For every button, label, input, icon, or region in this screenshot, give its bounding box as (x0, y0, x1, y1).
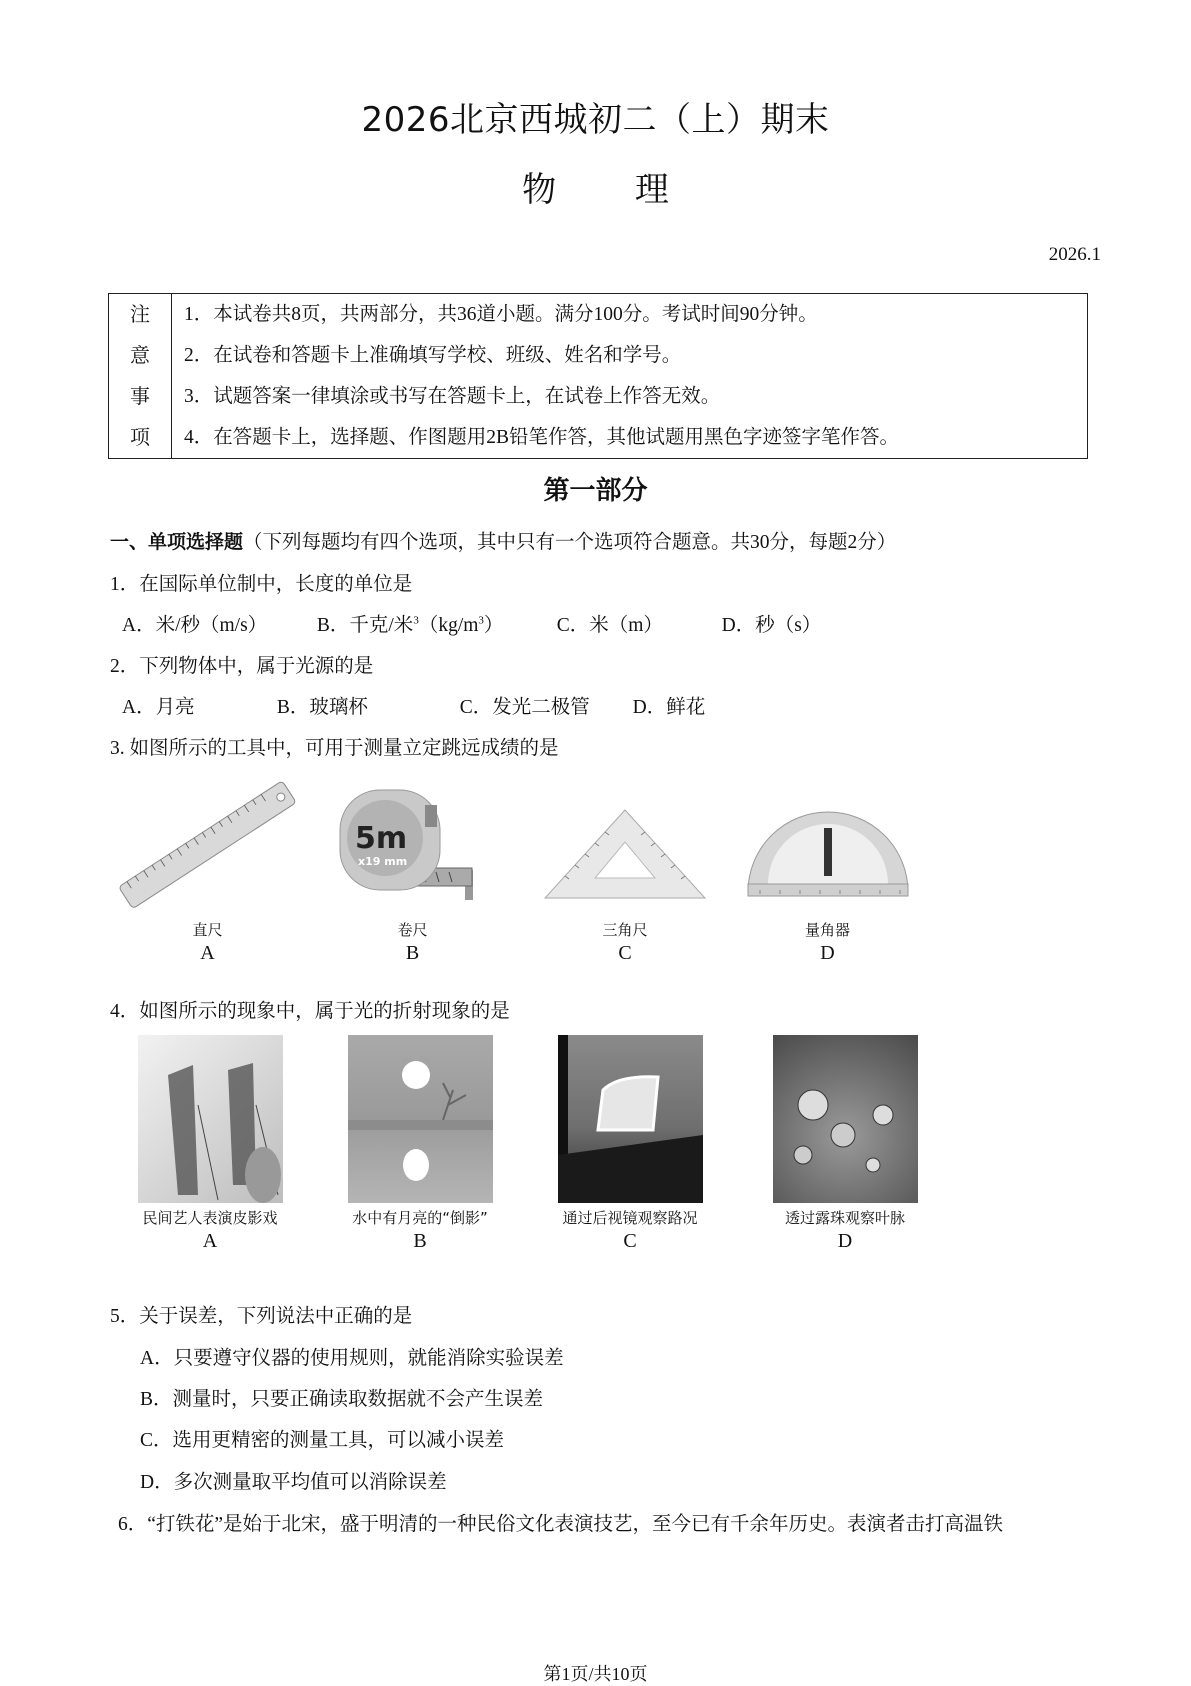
svg-text:x19 mm: x19 mm (358, 855, 408, 868)
set-square-icon (535, 780, 715, 910)
part-title: 第一部分 (543, 476, 648, 506)
option-c: C．发光二极管 (459, 697, 590, 718)
figure-caption: 水中有月亮的“倒影” (352, 1209, 488, 1227)
figure-set-square (535, 780, 715, 965)
dewdrop-photo (773, 1035, 918, 1203)
notice-label-char: 事 (130, 384, 150, 408)
svg-text:5m: 5m (355, 821, 408, 856)
figure-caption: 透过露珠观察叶脉 (784, 1209, 905, 1227)
tape-measure-icon (325, 780, 500, 910)
rearview-mirror-photo (558, 1035, 703, 1203)
figure-letter: D (837, 1230, 853, 1252)
figure-caption: 量角器 (804, 921, 850, 939)
question-2-options (122, 691, 705, 719)
figure-letter: C (623, 1230, 637, 1252)
figure-caption: 直尺 (192, 921, 223, 939)
option-d: D．鲜花 (632, 697, 706, 718)
figure-rearview-mirror (540, 1035, 720, 1253)
shadow-play-photo (138, 1035, 283, 1203)
option-b: B．千克/米$^3(kg/m^3)$ (316, 614, 504, 636)
question-3-stem: 3. 如图所示的工具中，可用于测量立定跳远成绩的是 (110, 738, 559, 759)
figure-caption: 民间艺人表演皮影戏 (142, 1209, 278, 1227)
moon-reflection-photo (348, 1035, 493, 1203)
notice-item: 1．本试卷共8页，共两部分，共36道小题。满分100分。考试时间90分钟。 (184, 304, 818, 325)
subject-title (0, 162, 1191, 211)
figure-letter: A (202, 1230, 218, 1252)
figure-letter: C (618, 942, 632, 964)
option-c: C．米（m） (556, 615, 663, 636)
option-a: A．只要遵守仪器的使用规则，就能消除实验误差 (140, 1348, 564, 1369)
notice-label-char: 项 (130, 425, 150, 449)
notice-item: 3．试题答案一律填涂或书写在答题卡上，在试卷上作答无效。 (184, 386, 721, 407)
notice-item: 2．在试卷和答题卡上准确填写学校、班级、姓名和学号。 (184, 345, 682, 366)
notice-label-char: 意 (130, 343, 150, 367)
option-a: A．米/秒（m/s） (122, 615, 268, 636)
figure-caption: 通过后视镜观察路况 (562, 1209, 698, 1227)
notice-label-char: 注 (130, 302, 150, 326)
figure-moon-reflection (330, 1035, 510, 1253)
notice-label (109, 294, 172, 459)
subject-char: 理 (634, 170, 669, 210)
protractor-icon (740, 780, 915, 910)
figure-letter: A (200, 942, 215, 964)
figure-protractor (740, 780, 915, 965)
subject-char: 物 (522, 170, 557, 210)
option-c: C．选用更精密的测量工具，可以减小误差 (140, 1430, 505, 1451)
figure-letter: B (413, 1230, 427, 1252)
section-instructions: （下列每题均有四个选项，其中只有一个选项符合题意。共30分，每题2分） (243, 532, 897, 553)
exam-title: 2026北京西城初二（上）期末 (361, 100, 830, 140)
question-1-options (122, 609, 821, 637)
section-heading (110, 526, 896, 554)
notice-items (172, 294, 1088, 459)
question-2-stem: 2．下列物体中，属于光源的是 (110, 656, 374, 677)
figure-caption: 三角尺 (602, 921, 648, 939)
option-a: A．月亮 (122, 697, 195, 718)
figure-letter: D (820, 942, 835, 964)
figure-dewdrop (755, 1035, 935, 1253)
notice-item: 4．在答题卡上，选择题、作图题用2B铅笔作答，其他试题用黑色字迹签字笔作答。 (184, 427, 900, 448)
question-4-stem: 4．如图所示的现象中，属于光的折射现象的是 (110, 1001, 510, 1022)
question-1-stem: 1．在国际单位制中，长度的单位是 (110, 574, 413, 595)
question-5-stem: 5．关于误差，下列说法中正确的是 (110, 1306, 413, 1327)
figure-shadow-play (120, 1035, 300, 1253)
question-6-stem: 6．“打铁花”是始于北宋，盛于明清的一种民俗文化表演技艺，至今已有千余年历史。表演者击打高温铁 (118, 1514, 1004, 1535)
option-d: D．秒（s） (721, 615, 822, 636)
page-footer: 第1页/共10页 (543, 1664, 648, 1684)
figure-ruler (115, 780, 300, 965)
ruler-icon (115, 780, 300, 910)
option-b: B．测量时，只要正确读取数据就不会产生误差 (140, 1389, 544, 1410)
notice-box (108, 293, 1088, 459)
figure-letter: B (405, 942, 420, 964)
exam-date: 2026.1 (1048, 244, 1101, 265)
figure-caption: 卷尺 (397, 921, 428, 939)
section-label: 一、单项选择题 (110, 531, 244, 553)
option-b: B．玻璃杯 (276, 697, 368, 718)
figure-tape-measure (325, 780, 500, 965)
option-d: D．多次测量取平均值可以消除误差 (140, 1472, 447, 1493)
